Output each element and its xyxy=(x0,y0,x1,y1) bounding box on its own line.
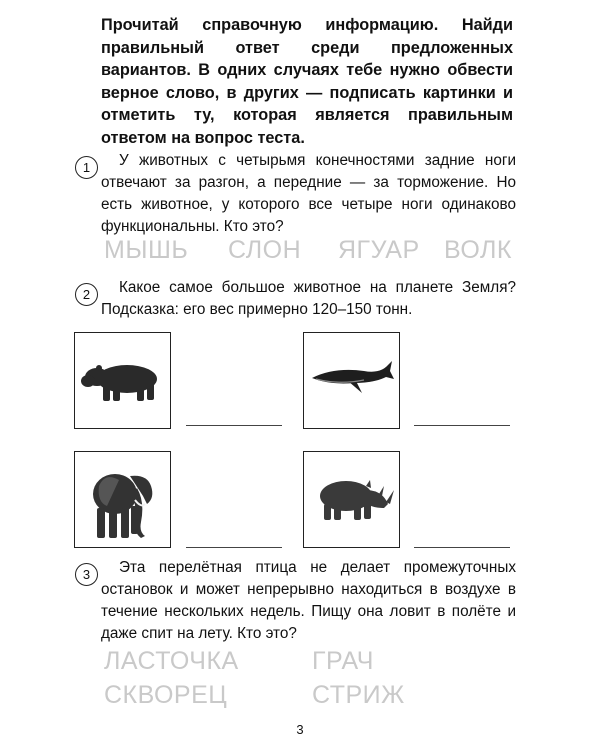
answer-option-rook[interactable]: ГРАЧ xyxy=(312,647,374,675)
whale-icon xyxy=(304,333,399,428)
picture-frame-hippo[interactable] xyxy=(74,332,171,429)
answer-option-swift[interactable]: СТРИЖ xyxy=(312,681,405,709)
answer-option-swallow[interactable]: ЛАСТОЧКА xyxy=(104,647,239,675)
hippo-icon xyxy=(75,333,170,428)
picture-frame-elephant[interactable] xyxy=(74,451,171,548)
answer-option-starling[interactable]: СКВОРЕЦ xyxy=(104,681,228,709)
question-2-number: 2 xyxy=(75,283,98,306)
answer-option-mouse[interactable]: МЫШЬ xyxy=(104,236,189,264)
page-number: 3 xyxy=(296,722,304,737)
answer-option-elephant[interactable]: СЛОН xyxy=(228,236,302,264)
answer-option-wolf[interactable]: ВОЛК xyxy=(444,236,512,264)
rhino-icon xyxy=(304,452,399,547)
answer-option-jaguar[interactable]: ЯГУАР xyxy=(338,236,420,264)
elephant-icon xyxy=(75,452,170,547)
instruction-text: Прочитай справочную информацию. Найди правильный ответ среди предложенных вариантов. В одних случаях тебе нужно обвести верное слово, в других — подписать картинки и отметить ту, которая является правильным ответом на вопрос теста. xyxy=(101,16,513,147)
caption-line-hippo[interactable] xyxy=(186,425,282,426)
question-3-number: 3 xyxy=(75,563,98,586)
caption-line-rhino[interactable] xyxy=(414,547,510,548)
question-3-text: Эта перелётная птица не делает промежуточных остановок и может непрерывно находиться в воздухе в течение нескольких недель. Пищу она ловит в полёте и даже спит на лету. Кто это? xyxy=(101,559,516,642)
picture-frame-rhino[interactable] xyxy=(303,451,400,548)
caption-line-whale[interactable] xyxy=(414,425,510,426)
picture-frame-whale[interactable] xyxy=(303,332,400,429)
question-1-number: 1 xyxy=(75,156,98,179)
question-2-text: Какое самое большое животное на планете Земля? Подсказка: его вес примерно 120–150 тонн. xyxy=(101,279,516,318)
question-1-text: У животных с четырьмя конечностями задние ноги отвечают за разгон, а передние — за торможение. Но есть животное, у которого все четыре ноги одинаково функциональны. Кто это? xyxy=(101,152,516,235)
caption-line-elephant[interactable] xyxy=(186,547,282,548)
